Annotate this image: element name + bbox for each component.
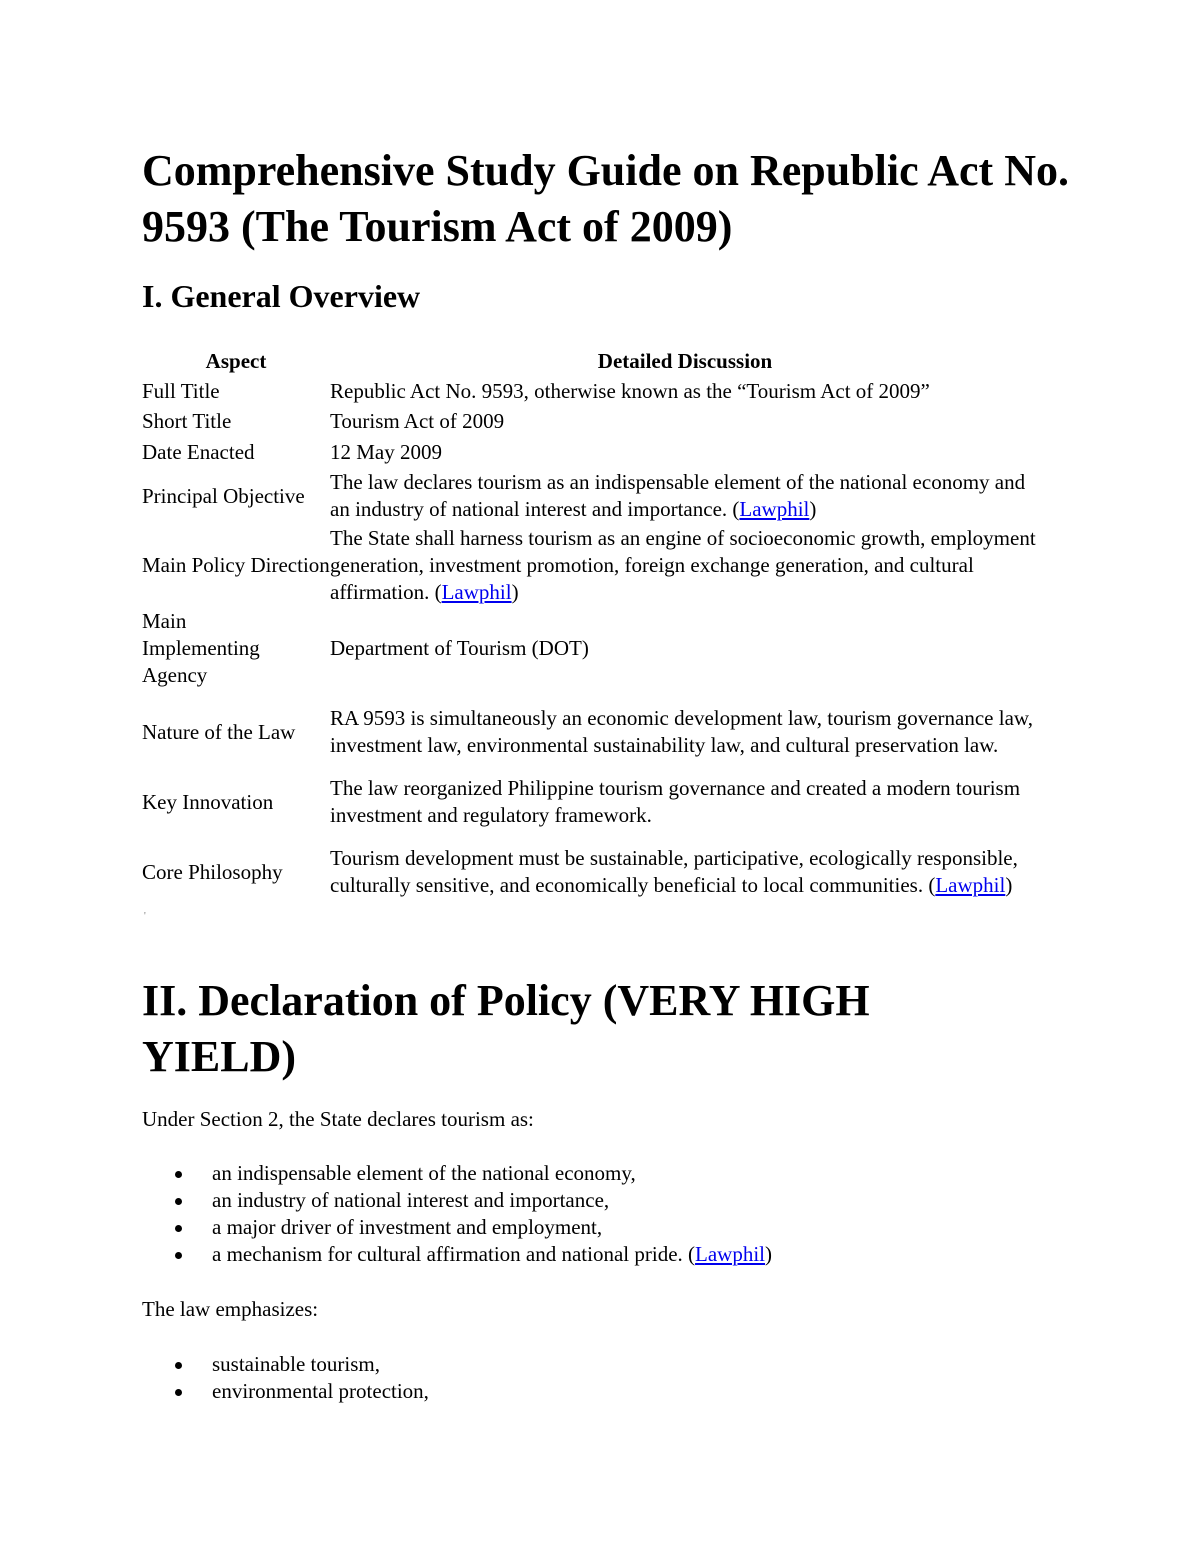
document-title: Comprehensive Study Guide on Republic Act No. 9593 (The Tourism Act of 2009)	[142, 146, 1069, 251]
detail-cell: The State shall harness tourism as an engine of socioeconomic growth, employment generation, investment promotion, foreign exchange generation, and cultural affirmation. (Lawphil)	[330, 525, 1036, 604]
table-row	[142, 524, 1040, 606]
detail-cell	[330, 690, 1040, 774]
detail-text: Department of Tourism (DOT)	[330, 635, 589, 660]
table-header-row	[142, 346, 1040, 376]
aspect-cell: Main Policy Direction	[142, 552, 330, 577]
bullet-text: a mechanism for cultural affirmation and national pride.	[212, 1242, 683, 1266]
lawphil-link[interactable]: Lawphil	[695, 1242, 766, 1266]
detail-cell	[330, 606, 1040, 690]
detail-cell	[330, 376, 1040, 406]
section-2-heading: II. Declaration of Policy (VERY HIGH YIELD)	[142, 976, 870, 1081]
table-row	[142, 690, 1040, 774]
table-row	[142, 436, 1040, 468]
list-item: a mechanism for cultural affirmation and national pride. (Lawphil)	[142, 1241, 772, 1268]
aspect-cell: Nature of the Law	[142, 719, 296, 744]
list-item	[142, 1187, 772, 1214]
lawphil-link[interactable]: Lawphil	[441, 579, 512, 604]
detail-text: The State shall harness tourism as an engine of socioeconomic growth, employment generation, investment promotion, foreign exchange generation, and cultural affirmation.	[330, 525, 1036, 604]
detail-text: Tourism development must be sustainable, participative, ecologically responsible, culturally sensitive, and economically beneficial to local communities.	[330, 846, 1018, 897]
list-item	[142, 1214, 772, 1241]
detail-cell	[330, 436, 1040, 468]
table-header-aspect: Aspect	[205, 348, 267, 373]
lawphil-link[interactable]: Lawphil	[739, 497, 810, 521]
aspect-cell: Full Title	[142, 378, 220, 403]
emphasis-bullet-list	[142, 1351, 429, 1405]
detail-cell: The law declares tourism as an indispensable element of the national economy and an industry of national interest and importance. (Lawphil)	[330, 470, 1026, 521]
aspect-cell: Date Enacted	[142, 439, 255, 464]
bullet-text: a major driver of investment and employment,	[212, 1215, 603, 1239]
section-2-intro: Under Section 2, the State declares tourism as:	[142, 1107, 534, 1131]
aspect-cell: Principal Objective	[142, 483, 305, 508]
detail-text: The law reorganized Philippine tourism governance and created a modern tourism investment and regulatory framework.	[330, 776, 1021, 827]
detail-cell	[330, 774, 1040, 830]
bullet-text: an indispensable element of the national economy,	[212, 1161, 636, 1185]
aspect-cell: Main Implementing Agency	[142, 608, 260, 687]
table-row	[142, 406, 1040, 436]
table-header-detail: Detailed Discussion	[597, 348, 773, 373]
section-1-heading: I. General Overview	[142, 278, 421, 314]
bullet-text: environmental protection,	[212, 1379, 429, 1403]
aspect-cell: Core Philosophy	[142, 859, 283, 884]
table-row	[142, 830, 1040, 914]
bullet-text: an industry of national interest and importance,	[212, 1188, 610, 1212]
overview-table	[142, 346, 1040, 914]
table-row	[142, 606, 1040, 690]
table-row	[142, 468, 1040, 524]
aspect-cell: Short Title	[142, 408, 232, 433]
detail-text: The law declares tourism as an indispensable element of the national economy and an industry of national interest and importance.	[330, 470, 1026, 521]
policy-bullet-list	[142, 1160, 772, 1268]
lawphil-link[interactable]: Lawphil	[935, 873, 1006, 897]
aspect-cell: Key Innovation	[142, 789, 274, 814]
detail-text: RA 9593 is simultaneously an economic development law, tourism governance law, investment law, environmental sustainability law, and cultural preservation law.	[330, 706, 1033, 757]
detail-cell: Tourism development must be sustainable, participative, ecologically responsible, culturally sensitive, and economically beneficial to local communities. (Lawphil)	[330, 846, 1018, 897]
detail-cell	[330, 406, 1040, 436]
detail-text: Republic Act No. 9593, otherwise known as the “Tourism Act of 2009”	[330, 378, 930, 403]
list-item	[142, 1160, 772, 1187]
list-item	[142, 1351, 429, 1378]
detail-text: Tourism Act of 2009	[330, 408, 505, 433]
stray-mark: '	[144, 911, 146, 922]
emphasis-intro: The law emphasizes:	[142, 1297, 319, 1321]
detail-text: 12 May 2009	[330, 439, 442, 464]
table-row	[142, 774, 1040, 830]
bullet-text: sustainable tourism,	[212, 1352, 380, 1376]
list-item	[142, 1378, 429, 1405]
table-row	[142, 376, 1040, 406]
